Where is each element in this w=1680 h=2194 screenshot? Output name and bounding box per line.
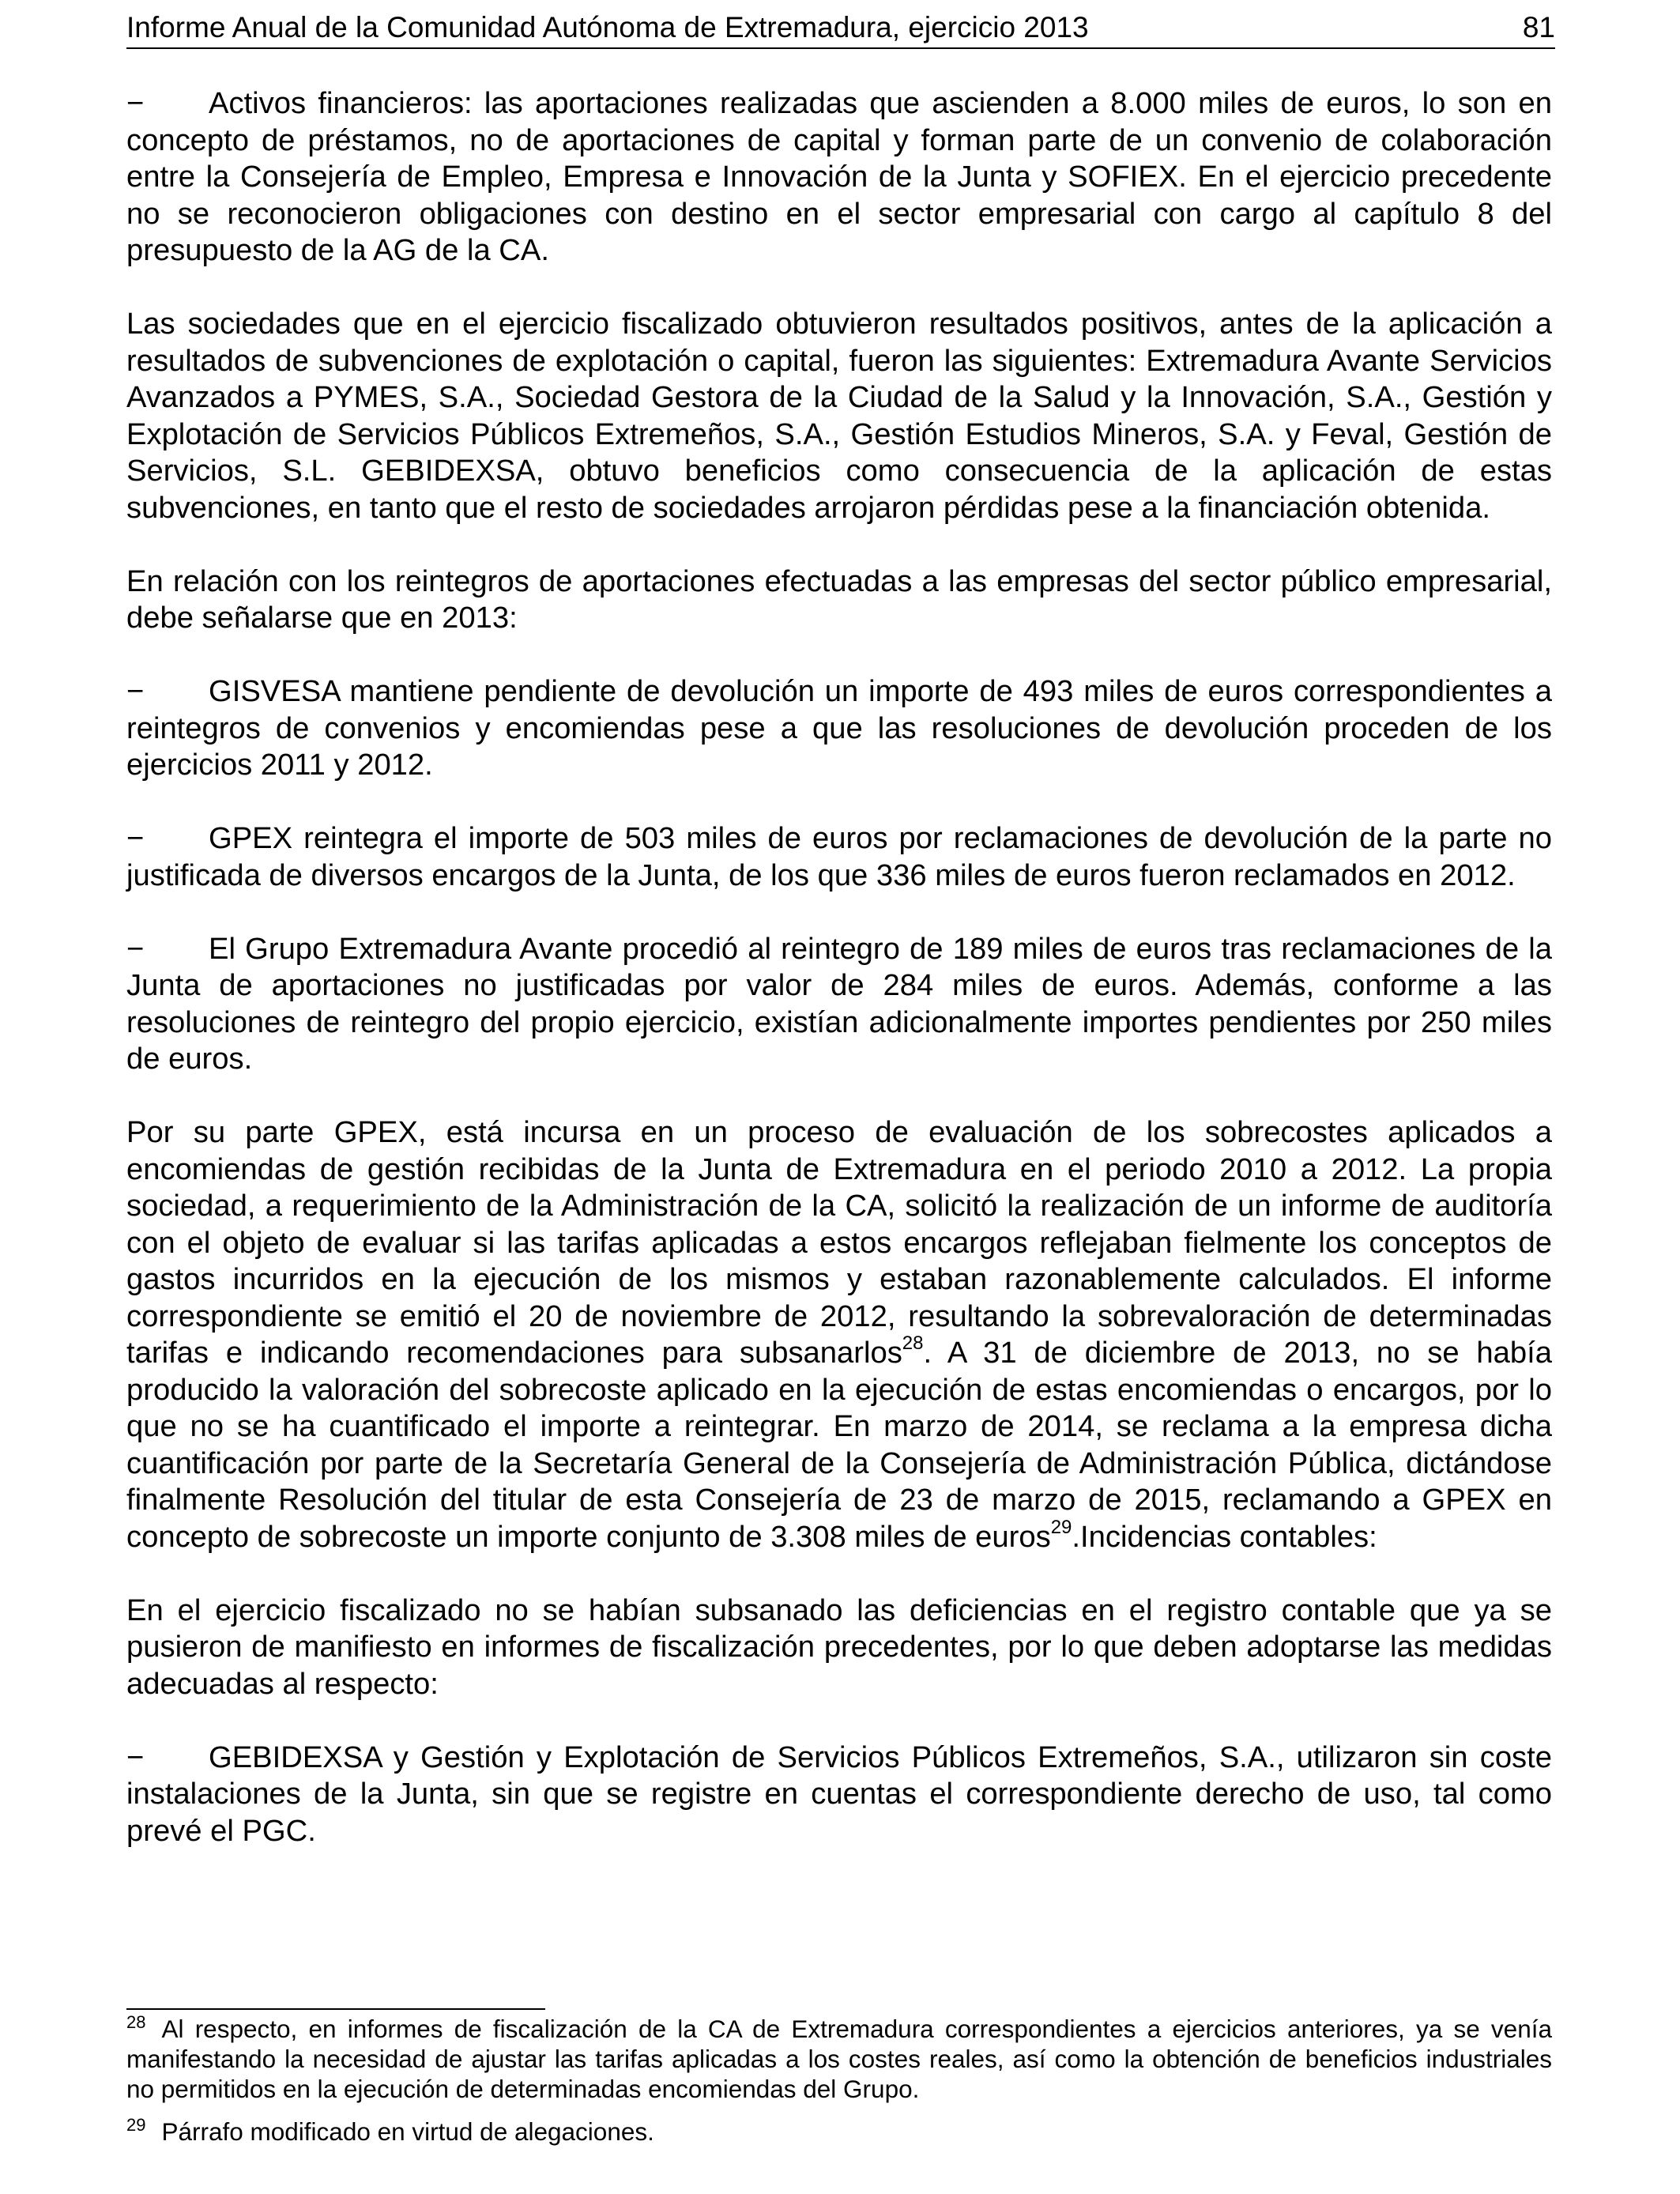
footnote-28 (126, 2014, 1552, 2104)
paragraph-text: . A 31 de diciembre de 2013, no se había producido la valoración del sobrecoste aplicado en la ejecución de estas encomiendas o encargos, por lo que no se ha cuantificado el importe a reintegrar. En marzo de 2014, se reclama a la empresa dicha cuantificación por parte de la Secretaría General de la Consejería de Administración Pública, dictándose finalmente Resolución del titular de esta Consejería de 23 de marzo de 2015, reclamando a GPEX en concepto de sobrecoste un importe conjunto de 3.308 miles de euros (126, 1336, 1552, 1554)
footnote-number: 28 (126, 2012, 146, 2032)
page-number: 81 (1522, 11, 1555, 43)
footnote-ref-29[interactable]: 29 (1050, 1516, 1072, 1538)
bullet-dash: − (126, 674, 145, 708)
paragraph-reintegros-intro: En relación con los reintegros de aportaciones efectuadas a las empresas del sector público empresarial, debe señalarse que en 2013: (126, 564, 1552, 635)
page-header (126, 8, 1555, 49)
paragraph-text: .Incidencias contables: (1072, 1519, 1377, 1554)
bullet-dash: − (126, 86, 145, 120)
paragraph-text: Por su parte GPEX, está incursa en un proceso de evaluación de los sobrecostes aplicados a encomiendas de gestión recibidas de la Junta de Extremadura en el periodo 2010 a 2012. La propia sociedad, a requerimiento de la Administración de la CA, solicitó la realización de un informe de auditoría con el objeto de evaluar si las tarifas aplicadas a estos encargos reflejaban fielmente los conceptos de gastos incurridos en la ejecución de los mismos y estaban razonablemente calculados. El informe correspondiente se emitió el 20 de noviembre de 2012, resultando la sobrevaloración de determinadas tarifas e indicando recomendaciones para subsanarlos (126, 1115, 1552, 1370)
paragraph-deficiencias: En el ejercicio fiscalizado no se habían subsanado las deficiencias en el registro contable que ya se pusieron de manifiesto en informes de fiscalización precedentes, por lo que deben adoptarse las medidas adecuadas al respecto: (126, 1593, 1552, 1701)
header-title: Informe Anual de la Comunidad Autónoma de Extremadura, ejercicio 2013 (126, 11, 1089, 43)
list-item-text: GEBIDEXSA y Gestión y Explotación de Servicios Públicos Extremeños, S.A., utilizaron sin coste instalaciones de la Junta, sin que se registre en cuentas el correspondiente derecho de uso, tal como prevé el PGC. (126, 1740, 1552, 1848)
footnote-separator (126, 2008, 545, 2010)
footnote-ref-28[interactable]: 28 (902, 1333, 924, 1354)
footnote-text: Al respecto, en informes de fiscalización de la CA de Extremadura correspondientes a ejercicios anteriores, ya se venía manifestando la necesidad de ajustar las tarifas aplicadas a los costes reales, así como la obtención de beneficios industriales no permitidos en la ejecución de determinadas encomiendas del Grupo. (126, 2015, 1552, 2103)
list-item-text: GPEX reintegra el importe de 503 miles de euros por reclamaciones de devolución de la parte no justificada de diversos encargos de la Junta, de los que 336 miles de euros fueron reclamados en 2012. (126, 821, 1552, 892)
list-item-gpex (126, 820, 1552, 894)
bullet-dash: − (126, 821, 145, 855)
list-item-avante (126, 931, 1552, 1078)
footnote-29 (126, 2117, 1552, 2147)
paragraph-gpex-sobrecostes (126, 1114, 1552, 1555)
footnote-number: 29 (126, 2115, 146, 2135)
list-item-text: GISVESA mantiene pendiente de devolución un importe de 493 miles de euros correspondientes a reintegros de convenios y encomiendas pese a que las resoluciones de devolución proceden de los ejercicios 2011 y 2012. (126, 674, 1552, 782)
bullet-dash: − (126, 1740, 145, 1774)
bullet-dash: − (126, 931, 145, 966)
list-item-activos-financieros (126, 85, 1552, 270)
list-item-gisvesa (126, 673, 1552, 784)
footnotes (126, 2014, 1552, 2147)
list-item-gebidexsa (126, 1740, 1552, 1850)
list-item-text: Activos financieros: las aportaciones realizadas que ascienden a 8.000 miles de euros, lo son en concepto de préstamos, no de aportaciones de capital y forman parte de un convenio de colaboración entre la Consejería de Empleo, Empresa e Innovación de la Junta y SOFIEX. En el ejercicio precedente no se reconocieron obligaciones con destino en el sector empresarial con cargo al capítulo 8 del presupuesto de la AG de la CA. (126, 86, 1552, 267)
paragraph-sociedades: Las sociedades que en el ejercicio fiscalizado obtuvieron resultados positivos, antes de la aplicación a resultados de subvenciones de explotación o capital, fueron las siguientes: Extremadura Avante Servicios Avanzados a PYMES, S.A., Sociedad Gestora de la Ciudad de la Salud y la Innovación, S.A., Gestión y Explotación de Servicios Públicos Extremeños, S.A., Gestión Estudios Mineros, S.A. y Feval, Gestión de Servicios, S.L. GEBIDEXSA, obtuvo beneficios como consecuencia de la aplicación de estas subvenciones, en tanto que el resto de sociedades arrojaron pérdidas pese a la financiación obtenida. (126, 307, 1552, 525)
footnote-text: Párrafo modificado en virtud de alegaciones. (161, 2117, 654, 2146)
list-item-text: El Grupo Extremadura Avante procedió al reintegro de 189 miles de euros tras reclamaciones de la Junta de aportaciones no justificadas por valor de 284 miles de euros. Además, conforme a las resoluciones de reintegro del propio ejercicio, existían adicionalmente importes pendientes por 250 miles de euros. (126, 931, 1552, 1076)
document-body (126, 85, 1552, 1887)
